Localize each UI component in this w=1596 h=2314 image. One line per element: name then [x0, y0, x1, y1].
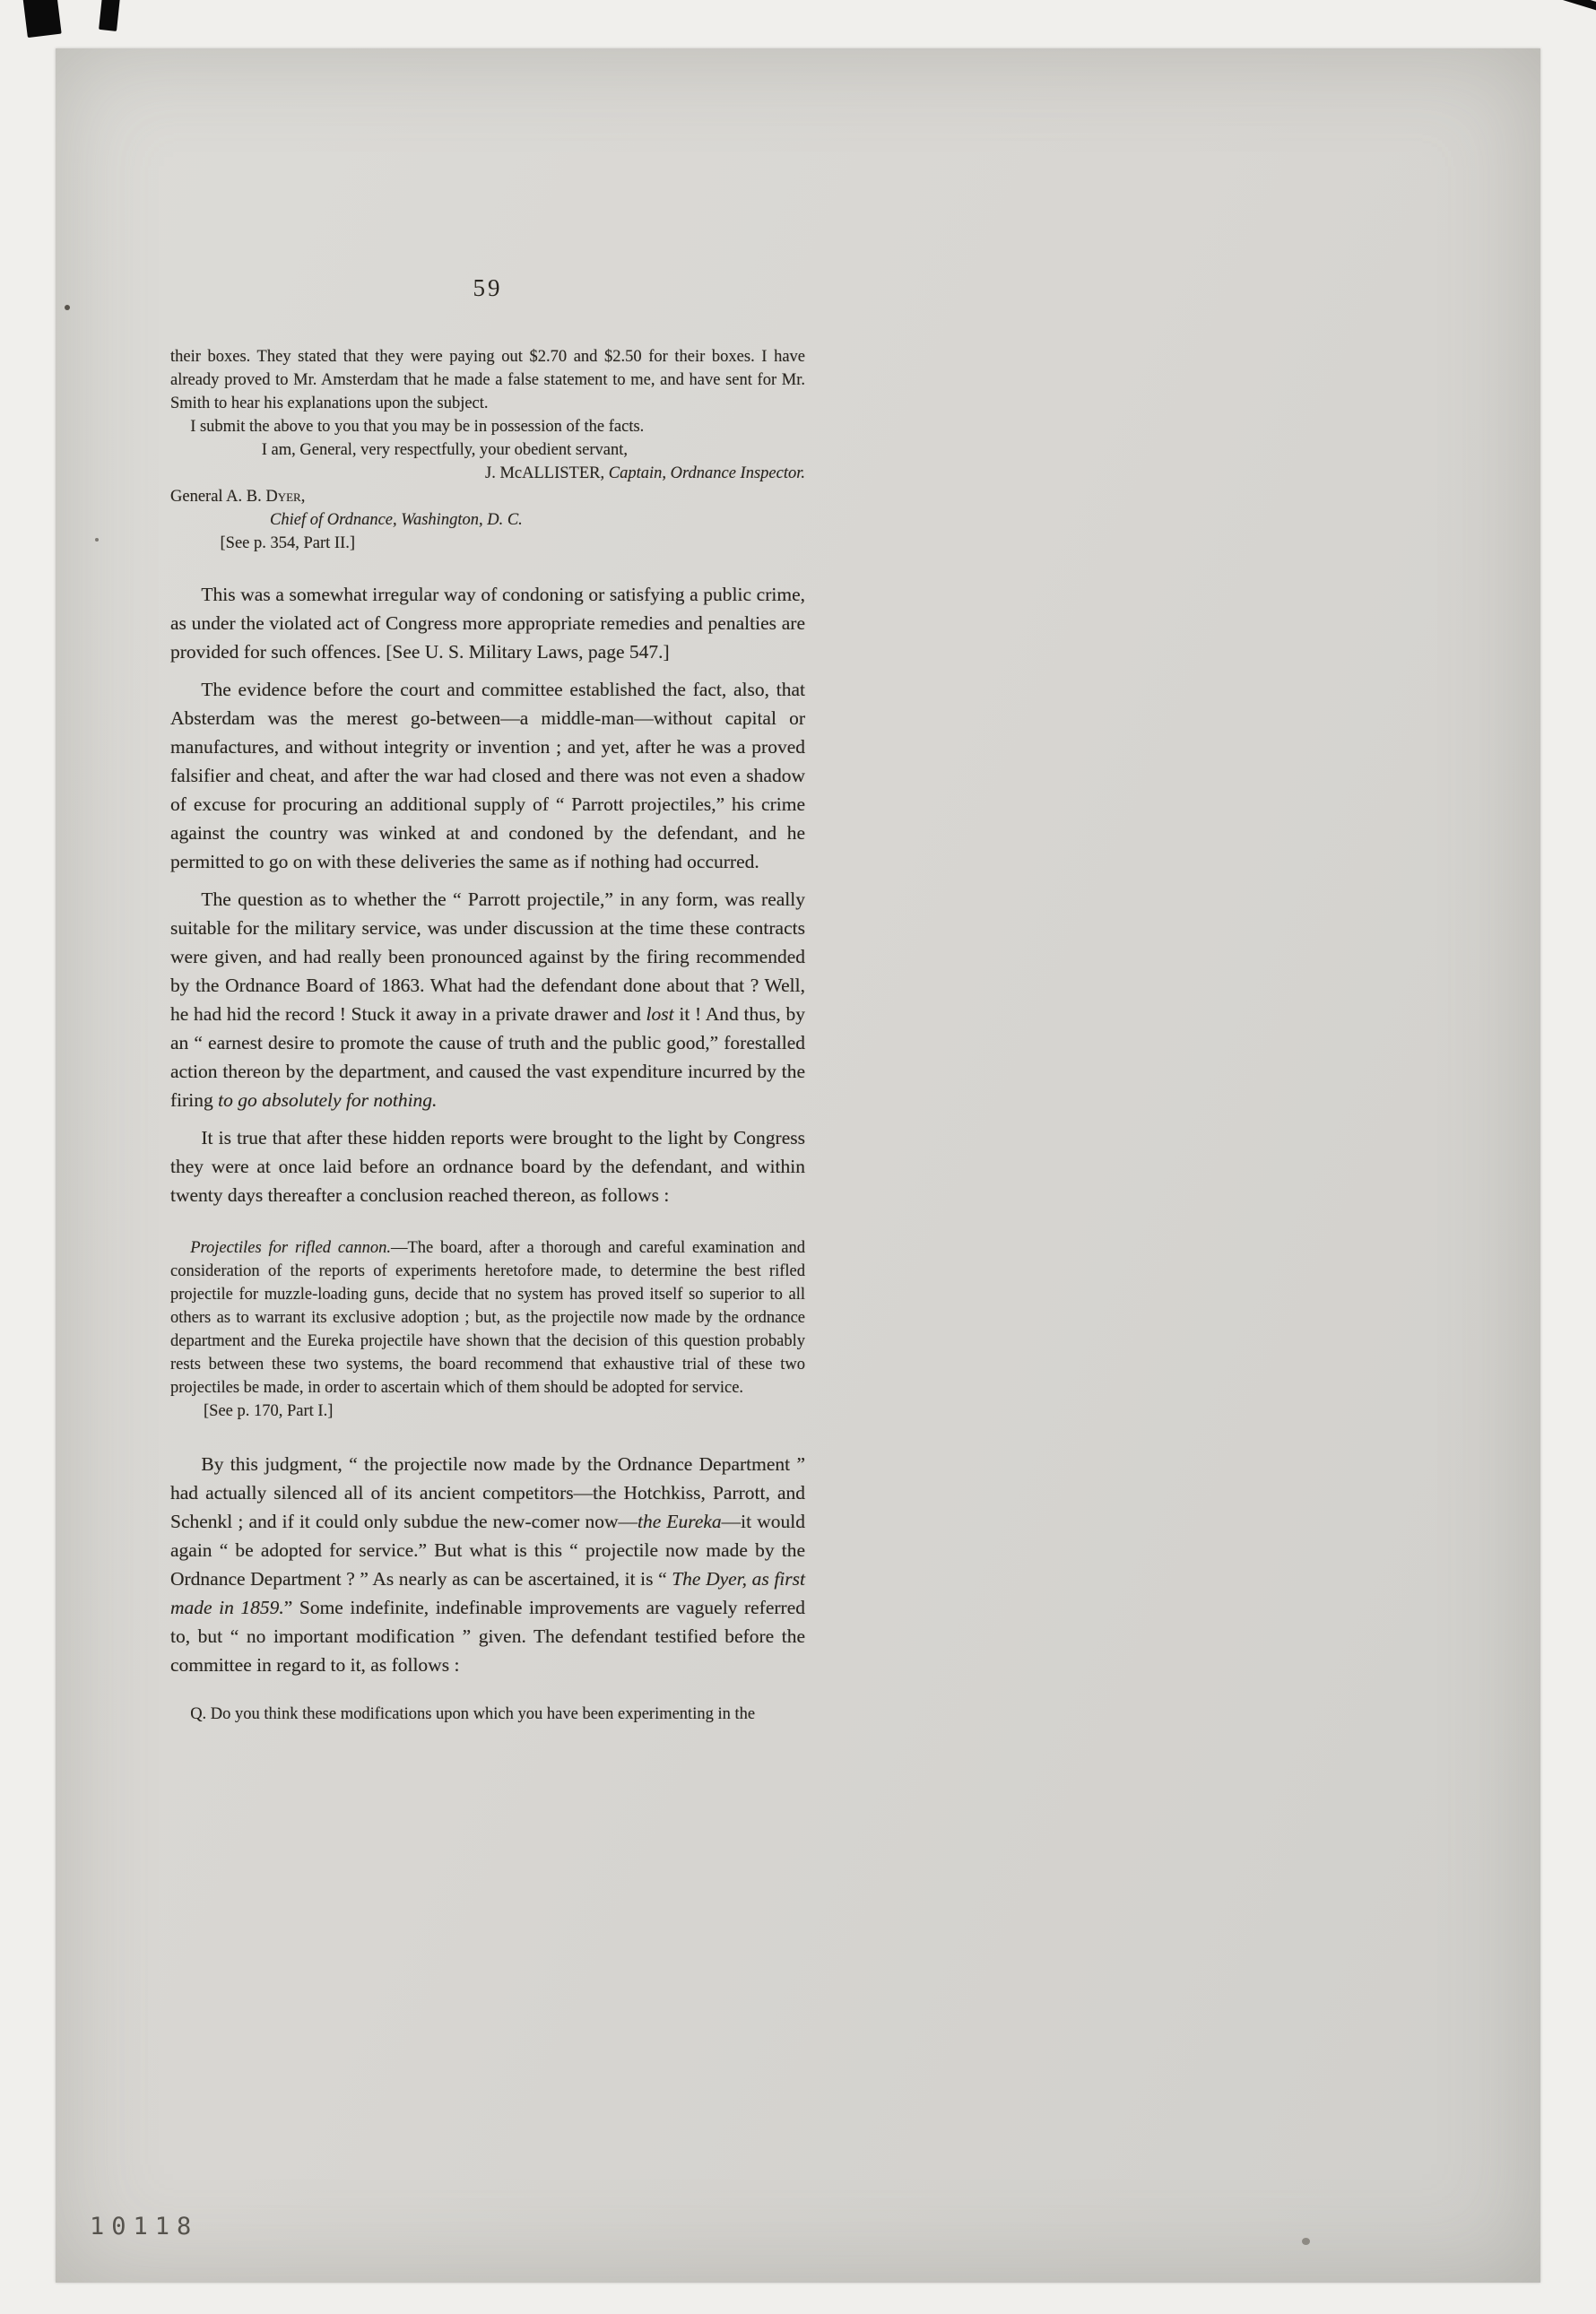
paragraph-evidence [170, 675, 805, 876]
text-segment: , [300, 488, 306, 506]
extract-reference [170, 1400, 805, 1423]
text-segment: it ! And thus, by an “ earnest desire to promote the cause of truth and the public good,” forestalled action thereon by the department, and caused the vast expenditure incurred by the firing [170, 1003, 805, 1111]
letter-reference [170, 532, 805, 555]
testimony-question [170, 1703, 805, 1726]
paragraph-question [170, 885, 805, 1114]
letter-addressee [170, 485, 805, 508]
text-segment: By this judgment, “ the projectile now made by the Ordnance Department ” had actually silenced all of its ancient competitors—the Hotchkiss, Parrott, and Schenkl ; and if it could only subdue the new-comer now— [170, 1453, 805, 1532]
scanned-page [56, 48, 1540, 2283]
text-segment: ” Some indefinite, indefinable improvements are vaguely referred to, but “ no important modification ” given. The defendant testified before the committee in regard to it, as follows : [170, 1597, 805, 1676]
text-segment: This was a somewhat irregular way of condoning or satisfying a public crime, as under the violated act of Congress more appropriate remedies and penalties are provided for such offences. [See U. S. Military Laws, page 547.] [170, 584, 805, 663]
text-segment: lost [646, 1003, 674, 1025]
text-segment: I am, General, very respectfully, your obedient servant, [261, 441, 628, 459]
paragraph-judgment [170, 1450, 805, 1679]
paragraph-condoning [170, 580, 805, 666]
letter-continuation [170, 345, 805, 415]
paragraph-hidden-reports [170, 1123, 805, 1209]
text-segment: I submit the above to you that you may be in possession of the facts. [190, 418, 645, 436]
dust-speck [95, 538, 99, 542]
text-segment: to go absolutely for nothing. [218, 1089, 438, 1111]
text-segment: [See p. 170, Part I.] [204, 1402, 334, 1420]
text-column [170, 274, 805, 1726]
text-segment: It is true that after these hidden reports were brought to the light by Congress they were at once laid before an ordnance board by the defendant, and within twenty days thereafter a conclusion reached thereon, as follows : [170, 1127, 805, 1206]
letter-signature [170, 462, 805, 485]
text-segment: —it would again “ be adopted for service.” But what is this “ projectile now made by the Ordnance Department ? ” As nearly as can be ascertained, it is “ [170, 1511, 805, 1590]
text-segment: Q. Do you think these modifications upon which you have been experimenting in the [190, 1705, 756, 1723]
text-segment: General A. B. [170, 488, 266, 506]
text-segment: The evidence before the court and committee established the fact, also, that Absterdam was the merest go-between—a middle-man—without capital or manufactures, and without integrity or invention ; and yet, after he was a proved falsifier and cheat, and after the war had closed and there was not even a shadow of excuse for procuring an additional supply of “ Parrott projectiles,” his crime against the country was winked at and condoned by the defendant, and he permitted to go on with these deliveries the same as if nothing had occurred. [170, 679, 805, 872]
dust-speck [1302, 2238, 1310, 2245]
text-segment: The question as to whether the “ Parrott projectile,” in any form, was really suitable for the military service, was under discussion at the time these contracts were given, and had really been pronounced against by the firing recommended by the Ordnance Board of 1863. What had the defendant done about that ? Well, he had hid the record ! Stuck it away in a private drawer and [170, 888, 805, 1025]
text-segment: The Dyer, as first made in 1859. [170, 1568, 805, 1618]
text-segment: the Eureka [637, 1511, 722, 1532]
text-segment: —The board, after a thorough and careful examination and consideration of the reports of experiments heretofore made, to determine the best rifled projectile for muzzle-loading guns, decide that no system has proved itself so superior to all others as to warrant its exclusive adoption ; but, as the projectile now made by the ordnance department and the Eureka projectile have shown that the decision of this question probably rests between these two systems, the board recommend that exhaustive trial of these two projectiles be made, in order to ascertain which of them should be adopted for service. [170, 1239, 805, 1397]
text-blocks [170, 345, 805, 1726]
page-number: 59 [473, 274, 503, 301]
text-segment: Projectiles for rifled cannon. [190, 1239, 391, 1257]
extract-projectiles [170, 1236, 805, 1400]
letter-submit-line [170, 415, 805, 438]
text-segment: [See p. 354, Part II.] [220, 534, 356, 552]
scan-artifact-top-left-strip [99, 0, 120, 31]
dust-speck [65, 305, 70, 310]
serial-number-stamp: 10118 [90, 2213, 199, 2240]
scan-artifact-top-left-blot [22, 0, 61, 38]
scan-artifact-top-right-line [1549, 0, 1596, 13]
letter-closing [170, 438, 805, 462]
text-segment: Captain, Ordnance Inspector. [608, 464, 805, 482]
text-segment: their boxes. They stated that they were paying out $2.70 and $2.50 for their boxes. I have already proved to Mr. Amsterdam that he made a false statement to me, and have sent for Mr. Smith to hear his explanations upon the subject. [170, 348, 805, 412]
text-segment: Chief of Ordnance, Washington, D. C. [270, 511, 523, 529]
text-segment: J. McALLISTER, [485, 464, 609, 482]
letter-addressee-title [170, 508, 805, 532]
text-segment: Dyer [265, 488, 301, 506]
